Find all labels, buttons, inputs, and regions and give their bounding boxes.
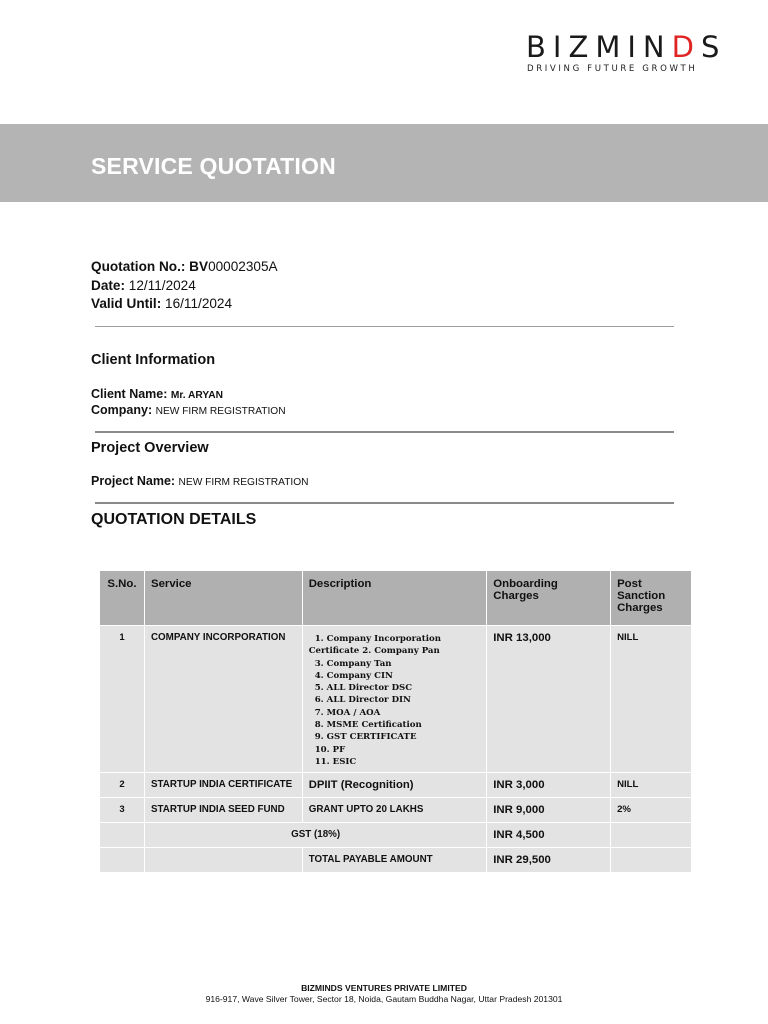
total-label: TOTAL PAYABLE AMOUNT xyxy=(302,848,487,873)
quotation-number: Quotation No.: BV00002305A xyxy=(91,259,278,274)
client-info-heading: Client Information xyxy=(91,352,216,368)
quotation-meta xyxy=(91,258,278,314)
empty-cell xyxy=(611,848,692,873)
row-sno: 1 xyxy=(100,626,145,773)
row-onboarding-charge: INR 13,000 xyxy=(487,626,611,773)
description-list xyxy=(309,632,481,768)
row-service: STARTUP INDIA SEED FUND xyxy=(144,798,302,823)
row-onboarding-charge: INR 3,000 xyxy=(487,773,611,798)
title-banner xyxy=(0,124,768,202)
table-row xyxy=(100,798,692,823)
row-service: COMPANY INCORPORATION xyxy=(144,626,302,773)
list-item: 3. Company Tan xyxy=(314,658,392,669)
row-sno: 3 xyxy=(100,798,145,823)
row-onboarding-charge: INR 9,000 xyxy=(487,798,611,823)
logo-tagline: DRIVING FUTURE GROWTH xyxy=(527,64,698,74)
footer xyxy=(0,983,768,1005)
footer-address: 916-917, Wave Silver Tower, Sector 18, Noida, Gautam Buddha Nagar, Uttar Pradesh 201301 xyxy=(205,994,563,1004)
gst-label: GST (18%) xyxy=(144,823,486,848)
list-item: 10. PF xyxy=(314,744,346,755)
row-post-sanction-charge: 2% xyxy=(611,798,692,823)
header-description: Description xyxy=(302,571,487,626)
divider xyxy=(95,502,674,504)
empty-cell xyxy=(144,848,302,873)
list-item: Certificate 2. Company Pan xyxy=(308,646,440,657)
header-post-sanction: Post Sanction Charges xyxy=(611,571,692,626)
row-post-sanction-charge: NILL xyxy=(611,626,692,773)
project-name: Project Name: NEW FIRM REGISTRATION xyxy=(91,474,309,488)
list-item: 5. ALL Director DSC xyxy=(314,683,413,694)
total-amount: INR 29,500 xyxy=(487,848,611,873)
footer-company: BIZMINDS VENTURES PRIVATE LIMITED xyxy=(301,983,467,993)
client-name: Client Name: Mr. ARYAN xyxy=(91,387,223,401)
table-row xyxy=(100,626,692,773)
divider xyxy=(95,326,674,327)
gst-row xyxy=(100,823,692,848)
total-row xyxy=(100,848,692,873)
gst-amount: INR 4,500 xyxy=(487,823,611,848)
header-sno: S.No. xyxy=(100,571,145,626)
quotation-details-heading: QUOTATION DETAILS xyxy=(91,511,257,528)
empty-cell xyxy=(100,823,145,848)
page-title: SERVICE QUOTATION xyxy=(91,153,336,179)
row-sno: 2 xyxy=(100,773,145,798)
header-service: Service xyxy=(144,571,302,626)
empty-cell xyxy=(100,848,145,873)
list-item: 6. ALL Director DIN xyxy=(314,695,411,706)
client-company: Company: NEW FIRM REGISTRATION xyxy=(91,403,286,417)
list-item: 4. Company CIN xyxy=(314,670,393,681)
header-onboarding: Onboarding Charges xyxy=(487,571,611,626)
logo-wordmark: BIZMINDS xyxy=(526,30,727,64)
list-item: 7. MOA / AOA xyxy=(314,707,381,718)
table-row xyxy=(100,773,692,798)
list-item: 1. Company Incorporation xyxy=(314,634,441,644)
list-item: 9. GST CERTIFICATE xyxy=(314,732,417,743)
row-post-sanction-charge: NILL xyxy=(611,773,692,798)
list-item: 8. MSME Certification xyxy=(314,720,422,731)
quotation-table xyxy=(99,570,692,873)
company-logo xyxy=(520,30,740,78)
table-header-row xyxy=(100,571,692,626)
row-description: GRANT UPTO 20 LAKHS xyxy=(302,798,487,823)
row-service: STARTUP INDIA CERTIFICATE xyxy=(144,773,302,798)
row-description xyxy=(302,626,487,773)
quotation-date: Date: 12/11/2024 xyxy=(91,277,196,293)
quotation-valid-until: Valid Until: 16/11/2024 xyxy=(91,296,233,311)
project-overview-heading: Project Overview xyxy=(91,440,209,456)
empty-cell xyxy=(611,823,692,848)
list-item: 11. ESIC xyxy=(314,756,357,767)
divider xyxy=(95,431,674,433)
row-description: DPIIT (Recognition) xyxy=(302,773,487,798)
